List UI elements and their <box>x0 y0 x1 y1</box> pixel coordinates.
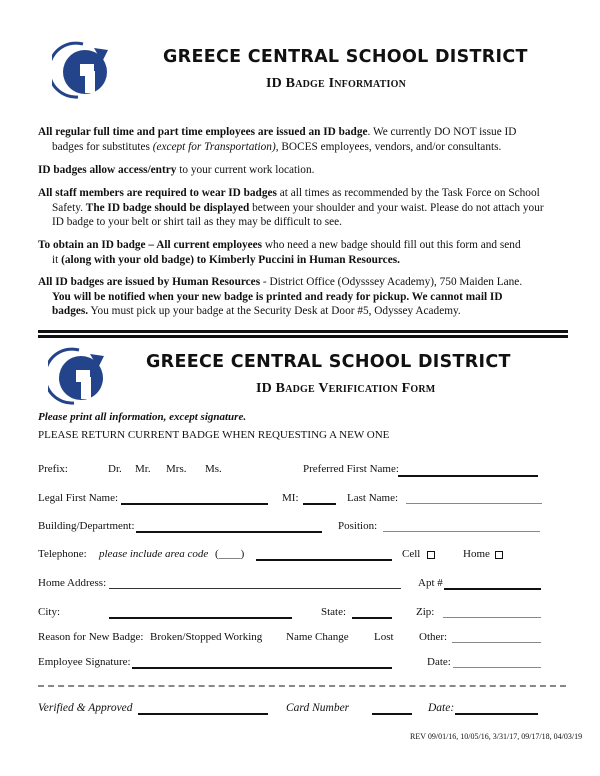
area-code-field[interactable]: (____) <box>215 548 245 560</box>
position-label: Position: <box>338 520 378 532</box>
p4-rest: who need a new badge should fill out this form and send <box>262 239 521 251</box>
state-label: State: <box>321 606 347 618</box>
form-return-notice: PLEASE RETURN CURRENT BADGE WHEN REQUESTING A NEW ONE <box>38 429 390 441</box>
p3-rest: at all times as recommended by the Task Force on School <box>276 187 540 199</box>
p4-line2a: it <box>52 253 62 266</box>
p2-rest: to your current work location. <box>176 164 315 176</box>
p5-line3-bold: badges. <box>52 305 89 318</box>
preferred-first-name-label: Preferred First Name: <box>303 463 399 475</box>
verified-approved-field[interactable] <box>138 713 268 715</box>
p1-rest: . We currently DO NOT issue ID <box>367 126 517 138</box>
other-field[interactable] <box>452 642 541 643</box>
info-paragraph-1 <box>38 125 568 154</box>
form-title: ID Badge Verification Form <box>256 381 436 396</box>
p3-bold: All staff members are required to wear ID badges <box>38 187 277 199</box>
section-divider-top <box>38 330 568 333</box>
prefix-label: Prefix: <box>38 463 68 475</box>
signature-label: Employee Signature: <box>38 656 131 668</box>
reason-option-name-change[interactable]: Name Change <box>286 631 349 643</box>
district-logo-form <box>48 346 110 408</box>
p5-rest: - District Office (Odysssey Academy), 750 Maiden Lane. <box>260 276 523 288</box>
district-logo <box>52 40 114 102</box>
last-name-label: Last Name: <box>347 492 399 504</box>
legal-first-name-field[interactable] <box>121 503 268 505</box>
preferred-first-name-field[interactable] <box>398 475 538 477</box>
home-checkbox[interactable] <box>495 551 503 559</box>
telephone-label: Telephone: <box>38 548 87 560</box>
home-address-field[interactable] <box>109 588 401 589</box>
apt-field[interactable] <box>444 588 541 590</box>
p3-line3: ID badge to your belt or shirt tail as they may be difficult to see. <box>52 216 342 229</box>
zip-field[interactable] <box>443 617 541 618</box>
district-name: GREECE CENTRAL SCHOOL DISTRICT <box>163 47 528 67</box>
card-number-label: Card Number <box>286 702 350 714</box>
date-field[interactable] <box>453 667 541 668</box>
prefix-option-mr[interactable]: Mr. <box>135 463 151 475</box>
verified-approved-label: Verified & Approved <box>38 702 133 714</box>
info-paragraph-5 <box>38 275 568 319</box>
cell-label: Cell <box>402 548 421 560</box>
other-label: Other: <box>419 631 448 643</box>
zip-label: Zip: <box>416 606 435 618</box>
form-district-name: GREECE CENTRAL SCHOOL DISTRICT <box>146 352 511 372</box>
p5-bold: All ID badges are issued by Human Resources <box>38 276 261 288</box>
section-divider-bottom <box>38 335 568 338</box>
info-paragraph-2 <box>38 163 568 178</box>
last-name-field[interactable] <box>406 503 542 504</box>
info-paragraph-4 <box>38 238 568 267</box>
position-field[interactable] <box>383 531 540 532</box>
building-label: Building/Department: <box>38 520 135 532</box>
telephone-field[interactable] <box>256 559 392 561</box>
building-field[interactable] <box>136 531 322 533</box>
office-date-label: Date: <box>428 702 455 714</box>
reason-option-lost[interactable]: Lost <box>374 631 394 643</box>
p1-line2a: badges for substitutes <box>52 140 153 153</box>
office-use-divider <box>38 685 566 687</box>
mi-field[interactable] <box>303 503 336 505</box>
p3-line2-bold: The ID badge should be displayed <box>85 201 250 214</box>
p1-line2b: , BOCES employees, vendors, and/or consultants. <box>275 140 502 153</box>
mi-label: MI: <box>282 492 299 504</box>
prefix-option-dr[interactable]: Dr. <box>108 463 122 475</box>
home-label: Home <box>463 548 490 560</box>
p3-line2b: between your shoulder and your waist. Please do not attach your <box>249 201 544 214</box>
reason-option-broken[interactable]: Broken/Stopped Working <box>150 631 263 643</box>
info-paragraph-3 <box>38 186 568 230</box>
city-label: City: <box>38 606 61 618</box>
office-date-field[interactable] <box>455 713 538 715</box>
cell-checkbox[interactable] <box>427 551 435 559</box>
p4-line2-bold: (along with your old badge) to Kimberly Puccini in Human Resources. <box>61 253 400 266</box>
prefix-option-ms[interactable]: Ms. <box>205 463 222 475</box>
p1-italic: (except for Transportation) <box>152 140 276 153</box>
card-number-field[interactable] <box>372 713 412 715</box>
state-field[interactable] <box>352 617 392 619</box>
p5-line2-bold: You will be notified when your new badge is printed and ready for pickup. We cannot mail ID <box>52 290 503 303</box>
p4-bold: To obtain an ID badge – All current employees <box>38 239 263 251</box>
p3-line2a: Safety. <box>52 201 86 214</box>
page-title: ID Badge Information <box>266 76 407 91</box>
signature-field[interactable] <box>132 667 392 669</box>
city-field[interactable] <box>109 617 292 619</box>
form-instruction: Please print all information, except signature. <box>38 411 247 423</box>
home-address-label: Home Address: <box>38 577 107 589</box>
prefix-option-mrs[interactable]: Mrs. <box>166 463 187 475</box>
date-label: Date: <box>427 656 451 668</box>
reason-label: Reason for New Badge: <box>38 631 144 643</box>
p2-bold: ID badges allow access/entry <box>38 164 177 176</box>
p5-line3-rest: You must pick up your badge at the Security Desk at Door #5, Odyssey Academy. <box>88 305 461 318</box>
revision-note: REV 09/01/16, 10/05/16, 3/31/17, 09/17/18, 04/03/19 <box>410 732 583 741</box>
legal-first-name-label: Legal First Name: <box>38 492 119 504</box>
apt-label: Apt # <box>418 577 443 589</box>
telephone-hint: please include area code <box>99 548 209 560</box>
p1-bold: All regular full time and part time employees are issued an ID badge <box>38 126 368 138</box>
